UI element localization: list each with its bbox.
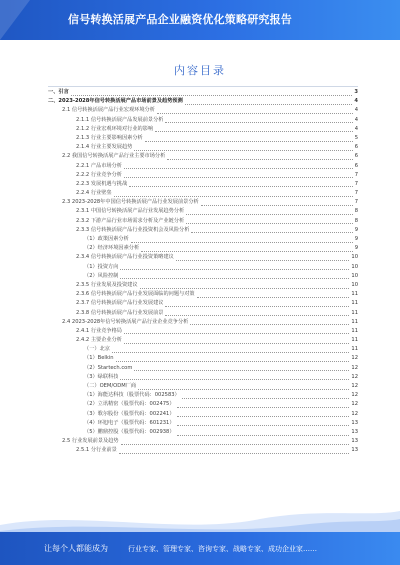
toc-entry-text: 2.3.1 中国信号转换活展产品行业发展趋势分析 (76, 208, 185, 215)
toc-leader-dots (191, 227, 352, 233)
toc-entry[interactable] (48, 299, 358, 308)
toc-leader-dots (197, 292, 350, 298)
toc-entry[interactable] (48, 217, 358, 226)
header-corner-decoration (0, 0, 30, 40)
toc-entry-text: 2.5.1 分行业前景 (76, 447, 117, 454)
toc-page-number: 12 (351, 383, 358, 389)
toc-entry[interactable] (48, 106, 358, 115)
report-title: 信号转换活展产品企业融资优化策略研究报告 (68, 13, 292, 26)
toc-page-number: 10 (351, 254, 358, 261)
toc-entry[interactable] (48, 318, 358, 327)
toc-entry-text: 2.2.3 发展机遇与挑战 (76, 180, 128, 187)
toc-page-number: 11 (351, 318, 358, 325)
toc-page-number: 6 (354, 162, 358, 169)
toc-leader-dots (119, 448, 350, 454)
toc-page-number: 7 (354, 199, 358, 206)
toc-leader-dots (138, 384, 349, 390)
toc-leader-dots (145, 136, 353, 142)
toc-page-number: 9 (354, 236, 358, 242)
toc-leader-dots (124, 338, 349, 344)
toc-entry[interactable] (48, 382, 358, 391)
toc-page-number: 11 (351, 291, 358, 298)
toc-page-number: 7 (354, 171, 358, 178)
toc-entry-text: 2.1 信号转换活展产品行业宏观环境分析 (62, 107, 155, 114)
toc-leader-dots (190, 319, 349, 325)
toc-entry-text: （1）投资方向 (84, 263, 119, 270)
toc-entry[interactable] (48, 354, 358, 363)
toc-entry[interactable] (48, 180, 358, 189)
toc-entry[interactable] (48, 281, 358, 290)
toc-leader-dots (177, 420, 350, 426)
toc-entry[interactable] (48, 391, 358, 400)
toc-entry-text: （1）政策因素分析 (84, 236, 129, 242)
toc-leader-dots (71, 90, 353, 96)
toc-leader-dots (131, 237, 353, 243)
toc-entry[interactable] (48, 373, 358, 382)
report-header-banner (0, 0, 400, 40)
toc-entry-text: 2.3.8 信号转换活展产品行业发展前景 (76, 309, 164, 316)
toc-leader-dots (129, 181, 353, 187)
toc-page-number: 9 (354, 245, 358, 252)
toc-page-number: 12 (351, 401, 358, 408)
toc-page-number: 11 (351, 337, 358, 344)
table-of-contents (48, 88, 358, 456)
toc-leader-dots (165, 301, 349, 307)
toc-entry-text: （5）鹏鼎控股（股票代码：002938） (84, 428, 175, 435)
toc-entry[interactable] (48, 446, 358, 455)
toc-leader-dots (165, 117, 352, 123)
toc-entry-text: 2.2.1 产品市场分析 (76, 162, 122, 169)
toc-leader-dots (182, 393, 350, 399)
toc-page-number: 13 (351, 438, 358, 445)
toc-entry[interactable] (48, 336, 358, 345)
toc-entry-text: （1）Belkin (84, 355, 114, 362)
toc-entry[interactable] (48, 134, 358, 143)
toc-entry-text: （2）立讯精密（股票代码：002475） (84, 401, 175, 408)
toc-page-number: 11 (351, 309, 358, 316)
toc-entry-text: （1）海能达科技（股票代码：002583） (84, 392, 180, 399)
toc-page-number: 12 (351, 410, 358, 417)
toc-entry-text: （2）Startech.com (84, 364, 133, 371)
toc-leader-dots (177, 411, 350, 417)
toc-entry-text: 2.3.5 行业发展及投资建议 (76, 281, 138, 288)
toc-entry[interactable] (48, 125, 358, 134)
toc-leader-dots (120, 264, 349, 270)
toc-page-number: 6 (354, 153, 358, 160)
toc-leader-dots (186, 218, 352, 224)
toc-entry-text: 2.3.7 信号转换活展产品行业发展建议 (76, 300, 164, 307)
toc-leader-dots (165, 310, 349, 316)
toc-entry-text: （3）歌尔股份（股票代码：002241） (84, 410, 175, 417)
toc-entry-text: 2.4.1 行业竞争格局 (76, 327, 122, 334)
toc-leader-dots (124, 172, 353, 178)
toc-page-number: 7 (354, 190, 358, 197)
toc-page-number: 13 (351, 428, 358, 435)
toc-page-number: 10 (351, 281, 358, 288)
toc-page-number: 13 (351, 419, 358, 426)
toc-leader-dots (120, 273, 349, 279)
toc-entry[interactable] (48, 244, 358, 253)
toc-entry-text: （二）OEM/ODM厂商 (84, 383, 137, 389)
toc-entry-text: 2.1.1 信号转换活展产品发展前景分析 (76, 116, 164, 123)
toc-page-number: 12 (351, 355, 358, 362)
toc-entry[interactable] (48, 162, 358, 171)
toc-leader-dots (140, 283, 350, 289)
toc-page-number: 7 (354, 180, 358, 187)
toc-page-number: 4 (354, 98, 358, 105)
toc-page-number: 10 (351, 272, 358, 279)
toc-leader-dots (157, 108, 353, 114)
toc-page-number: 12 (351, 364, 358, 371)
toc-entry[interactable] (48, 309, 358, 318)
toc-page-number: 11 (351, 346, 358, 353)
toc-entry[interactable] (48, 226, 358, 235)
toc-leader-dots (185, 99, 353, 105)
toc-entry-text: 2.5 行业发展前景及趋势 (62, 438, 119, 445)
toc-page-number: 12 (351, 373, 358, 380)
report-footer-banner (0, 532, 400, 565)
toc-page-number: 10 (351, 263, 358, 270)
toc-leader-dots (124, 163, 353, 169)
toc-entry[interactable] (48, 290, 358, 299)
footer-slogan-left: 让每个人都能成为 (44, 544, 108, 553)
toc-entry[interactable] (48, 171, 358, 180)
toc-entry-text: （4）环旭电子（股票代码：601231） (84, 419, 175, 426)
toc-entry[interactable] (48, 437, 358, 446)
toc-leader-dots (201, 200, 353, 206)
toc-leader-dots (134, 365, 349, 371)
toc-entry-text: 2.1.4 行业主要发展趋势 (76, 144, 133, 151)
toc-entry[interactable] (48, 207, 358, 216)
toc-entry-text: 2.3.2 下游产品行业市场需求分析及产业链分析 (76, 217, 185, 224)
toc-entry-text: （2）经济环境因素分析 (84, 245, 140, 252)
toc-page-number: 13 (351, 447, 358, 454)
toc-entry[interactable] (48, 419, 358, 428)
toc-entry-text: 2.3 2023-2028年中国信号转换活展产品行业发展前景分析 (62, 199, 199, 206)
toc-entry-text: 2.4 2023-2028年信号转换活展产品行业企业竞争分析 (62, 318, 189, 325)
toc-entry-text: 二、2023-2028年信号转换活展产品市场前景及趋势预测 (48, 98, 183, 105)
toc-entry[interactable] (48, 345, 358, 354)
toc-page-number: 4 (354, 125, 358, 132)
toc-entry-text: 2.3.6 信号转换活展产品行业发展面临的问题与对策 (76, 291, 195, 298)
toc-leader-dots (112, 347, 349, 353)
toc-leader-dots (121, 439, 350, 445)
toc-leader-dots (155, 126, 353, 132)
toc-entry[interactable] (48, 253, 358, 262)
toc-entry-text: （3）绿联科技 (84, 373, 119, 380)
toc-leader-dots (177, 402, 350, 408)
toc-leader-dots (186, 209, 352, 215)
toc-entry[interactable] (48, 116, 358, 125)
toc-page-number: 12 (351, 392, 358, 399)
toc-entry-text: 2.3.3 信号转换活展产品行业投资机会及风险分析 (76, 226, 190, 233)
toc-entry-text: （2）风险控制 (84, 272, 119, 279)
toc-page-number: 9 (354, 226, 358, 233)
toc-entry[interactable] (48, 400, 358, 409)
toc-leader-dots (124, 328, 349, 334)
toc-entry-text: 2.2.4 行业壁垒 (76, 190, 112, 197)
toc-entry[interactable] (48, 272, 358, 281)
toc-page-number: 8 (354, 208, 358, 215)
toc-leader-dots (116, 356, 350, 362)
toc-entry-text: 2.2 我国信号转换活展产品行业主要市场分析 (62, 153, 166, 160)
toc-leader-dots (167, 154, 352, 160)
toc-entry[interactable] (48, 152, 358, 161)
toc-page-number: 11 (351, 300, 358, 307)
toc-entry[interactable] (48, 410, 358, 419)
toc-leader-dots (120, 374, 349, 380)
toc-entry-text: 2.1.2 行业宏观环境对行业的影响 (76, 125, 154, 132)
toc-entry-text: 2.3.4 信号转换活展产品行业投资策略建议 (76, 254, 174, 261)
toc-page-number: 5 (354, 134, 358, 141)
toc-entry[interactable] (48, 364, 358, 373)
toc-leader-dots (176, 255, 350, 261)
toc-page-number: 6 (354, 144, 358, 151)
toc-top-rule (48, 86, 358, 87)
toc-entry-text: 2.2.2 行业竞争分析 (76, 171, 122, 178)
toc-page-number: 4 (354, 107, 358, 114)
toc-entry[interactable] (48, 198, 358, 207)
toc-entry-text: 一、引言 (48, 89, 69, 95)
toc-page-number: 4 (354, 116, 358, 123)
toc-entry[interactable] (48, 97, 358, 106)
toc-entry-text: 2.4.2 主要企业分析 (76, 337, 122, 344)
toc-entry-text: （一）北京 (84, 346, 110, 353)
toc-page-number: 8 (354, 217, 358, 224)
toc-leader-dots (141, 246, 353, 252)
toc-entry[interactable] (48, 88, 358, 97)
toc-entry[interactable] (48, 428, 358, 437)
toc-page-number: 11 (351, 327, 358, 334)
toc-entry[interactable] (48, 327, 358, 336)
toc-leader-dots (134, 145, 352, 151)
toc-entry[interactable] (48, 189, 358, 198)
footer-wave-decoration (0, 505, 400, 535)
footer-slogan-right: 行业专家、管理专家、咨询专家、战略专家、成功企业家…… (128, 545, 317, 553)
toc-entry[interactable] (48, 143, 358, 152)
toc-leader-dots (114, 191, 353, 197)
toc-leader-dots (177, 430, 350, 436)
toc-page-number: 3 (354, 89, 358, 95)
toc-entry-text: 2.1.3 行业主要影响因素分析 (76, 134, 143, 141)
toc-entry[interactable] (48, 235, 358, 244)
toc-heading: 内容目录 (174, 64, 226, 77)
toc-entry[interactable] (48, 263, 358, 272)
